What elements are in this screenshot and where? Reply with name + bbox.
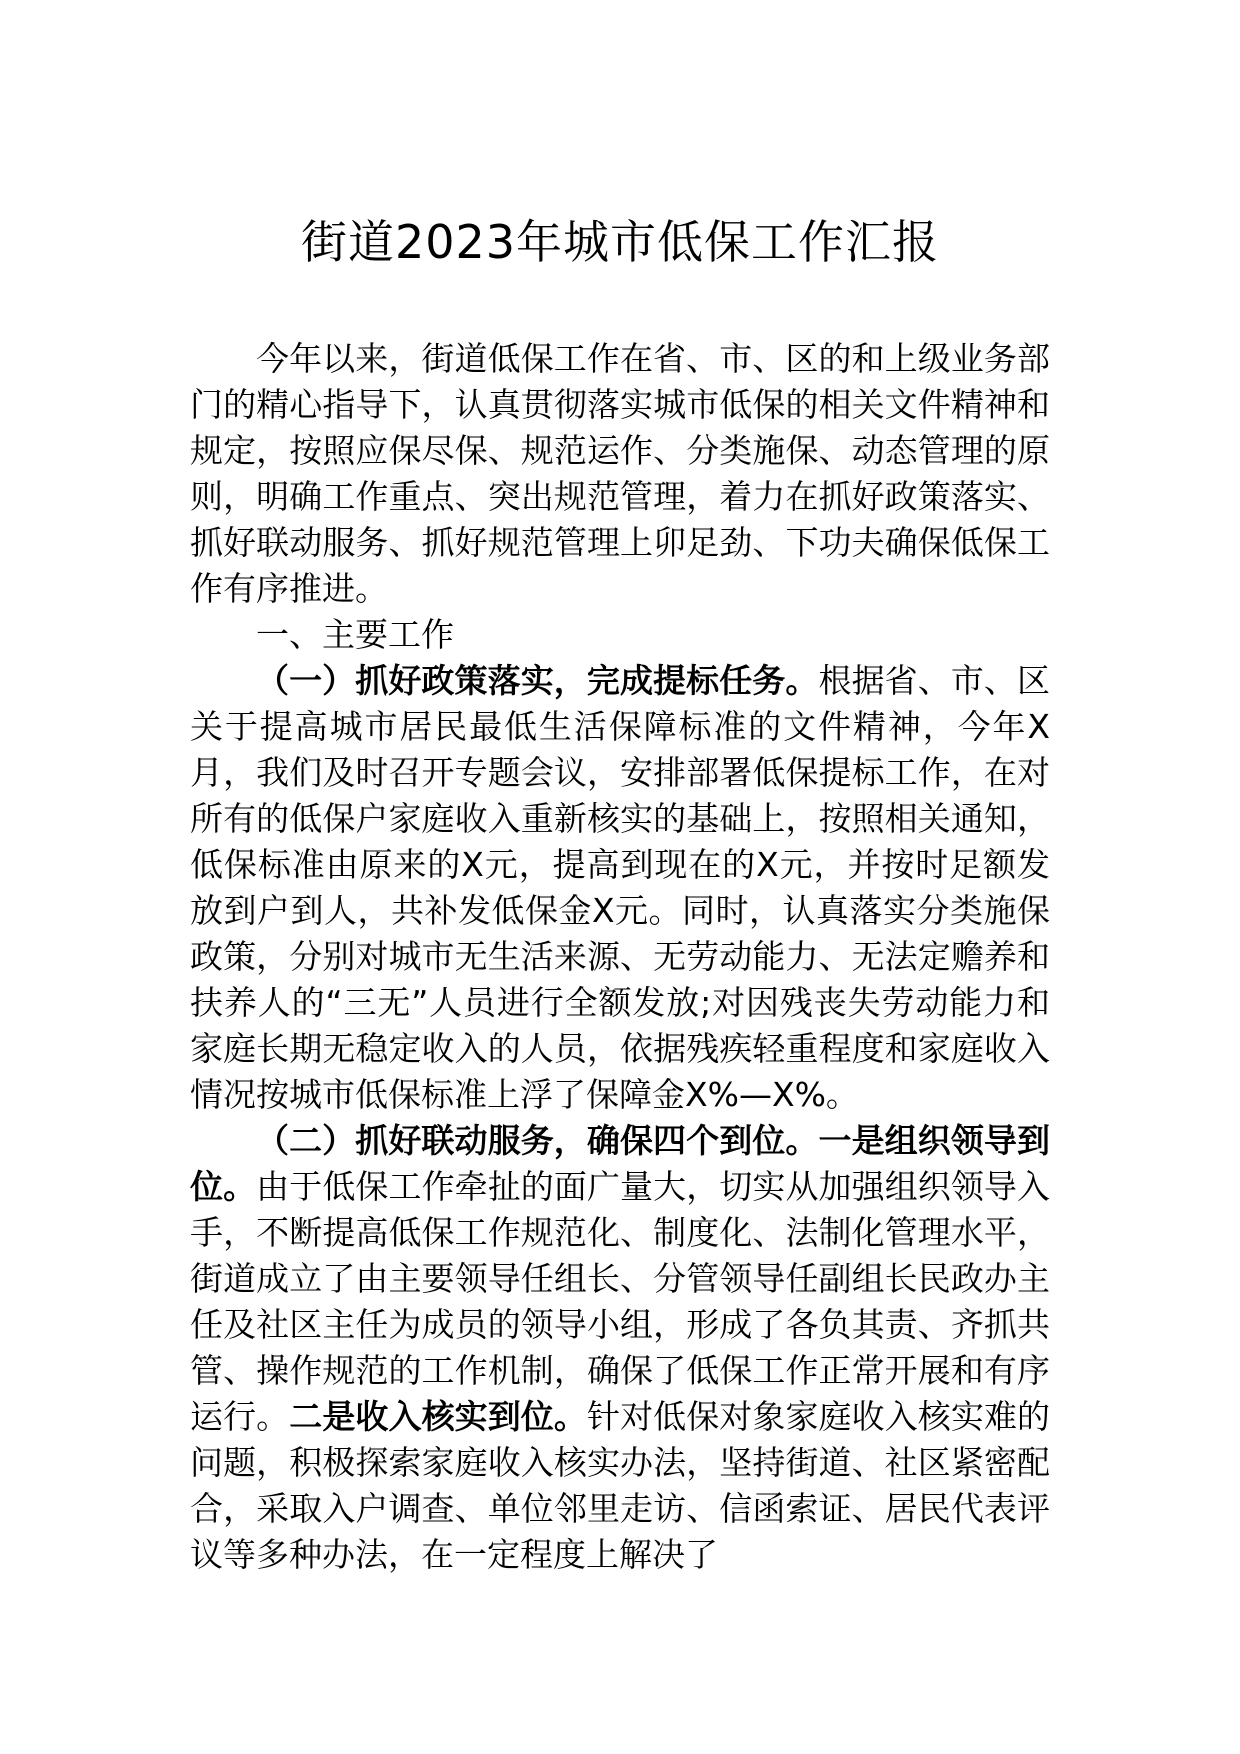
item-2-sub1-lead: 一是组织领导到位。 — [190, 1121, 1051, 1206]
item-1-lead: （一）抓好政策落实，完成提标任务。 — [256, 661, 819, 700]
document-body — [190, 336, 1050, 1578]
item-2-sub1-text: 由于低保工作牵扯的面广量大，切实从加强组织领导入手，不断提高低保工作规范化、制度化、法制化管理水平，街道成立了由主要领导任组长、分管领导任副组长民政办主任及社区主任为成员的领导小组，形成了各负其责、齐抓共管、操作规范的工作机制，确保了低保工作正常开展和有序运行。 — [190, 1167, 1051, 1436]
item-2-sub2-text: 针对低保对象家庭收入核实难的问题，积极探索家庭收入核实办法，坚持街道、社区紧密配合，采取入户调查、单位邻里走访、信函索证、居民代表评议等多种办法，在一定程度上解决了 — [190, 1397, 1051, 1574]
section-heading: 一、主要工作 — [256, 615, 454, 654]
document-title: 街道2023年城市低保工作汇报 — [300, 215, 940, 269]
item-2-paragraph — [190, 1118, 1050, 1578]
item-1-paragraph — [190, 658, 1050, 1118]
item-2-lead: （二）抓好联动服务，确保四个到位。 — [256, 1121, 819, 1160]
intro-paragraph: 今年以来，街道低保工作在省、市、区的和上级业务部门的精心指导下，认真贯彻落实城市低保的相关文件精神和规定，按照应保尽保、规范运作、分类施保、动态管理的原则，明确工作重点、突出规范管理，着力在抓好政策落实、抓好联动服务、抓好规范管理上卯足劲、下功夫确保低保工作有序推进。 — [190, 339, 1050, 608]
item-1-text: 根据省、市、区关于提高城市居民最低生活保障标准的文件精神，今年X月，我们及时召开专题会议，安排部署低保提标工作，在对所有的低保户家庭收入重新核实的基础上，按照相关通知，低保标准由原来的X元，提高到现在的X元，并按时足额发放到户到人，共补发低保金X元。同时，认真落实分类施保政策，分别对城市无生活来源、无劳动能力、无法定赡养和扶养人的“三无”人员进行全额发放;对因残丧失劳动能力和家庭长期无稳定收入的人员，依据残疾轻重程度和家庭收入情况按城市低保标准上浮了保障金X%—X%。 — [190, 661, 1051, 1114]
item-2-sub2-lead: 二是收入核实到位。 — [289, 1397, 587, 1436]
